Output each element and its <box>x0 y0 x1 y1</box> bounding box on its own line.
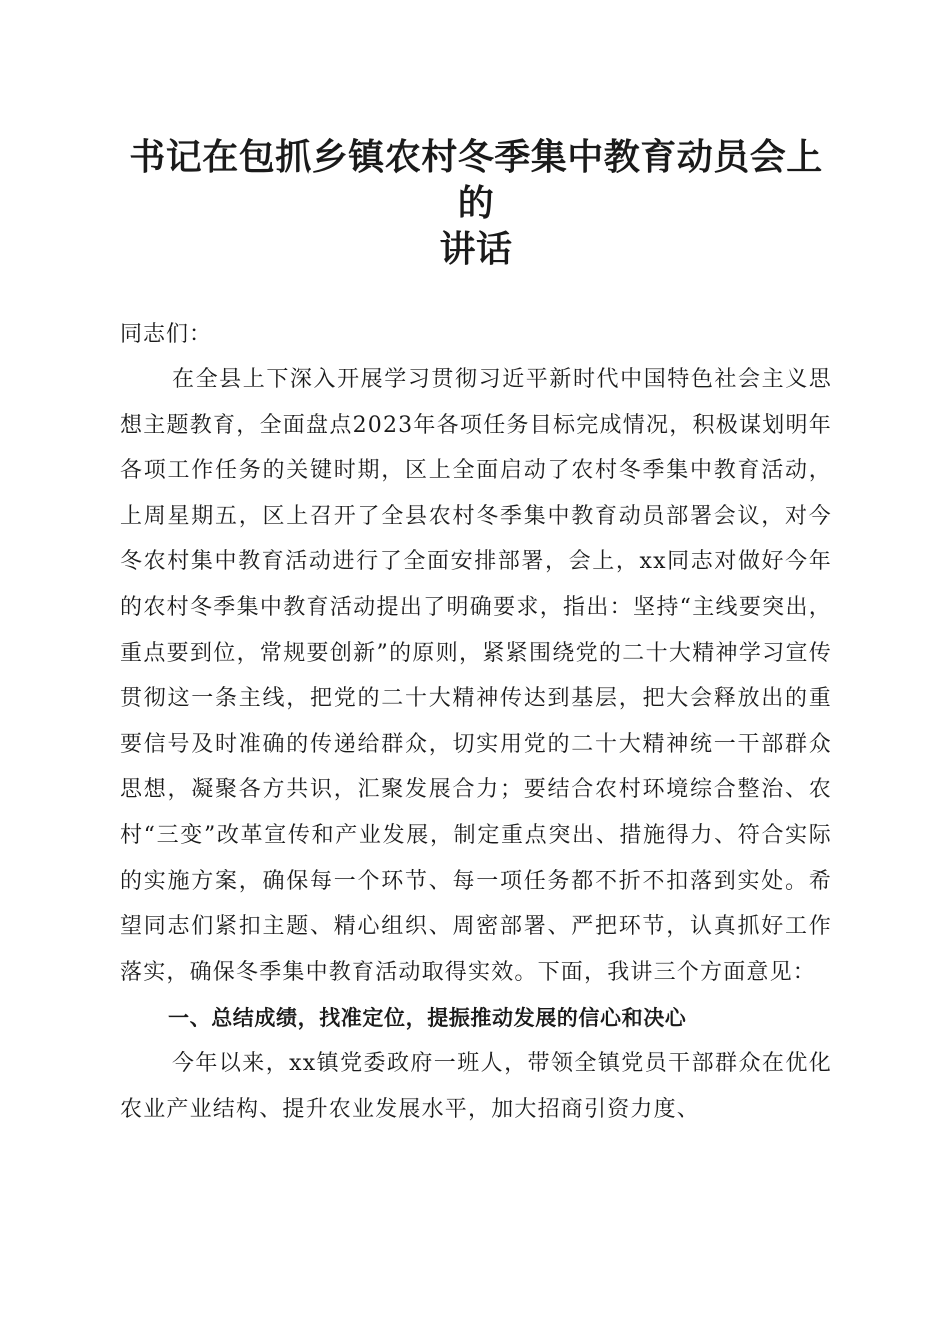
section-heading-1: 一、总结成绩，找准定位，提振推动发展的信心和决心 <box>168 1006 687 1031</box>
body-paragraph-1: 在全县上下深入开展学习贯彻习近平新时代中国特色社会主义思想主题教育，全面盘点2023年各项任务目标完成情况，积极谋划明年各项工作任务的关键时期，区上全面启动了农村冬季集中教育活动，上周星期五，区上召开了全县农村冬季集中教育动员部署会议，对今冬农村集中教育活动进行了全面安排部署，会上，xx同志对做好今年的农村冬季集中教育活动提出了明确要求，指出：坚持“主线要突出，重点要到位，常规要创新”的原则，紧紧围绕党的二十大精神学习宣传贯彻这一条主线，把党的二十大精神传达到基层，把大会释放出的重要信号及时准确的传递给群众，切实用党的二十大精神统一干部群众思想，凝聚各方共识，汇聚发展合力；要结合农村环境综合整治、农村“三变”改革宣传和产业发展，制定重点突出、措施得力、符合实际的实施方案，确保每一个环节、每一项任务都不折不扣落到实处。希望同志们紧扣主题、精心组织、周密部署、严把环节，认真抓好工作落实，确保冬季集中教育活动取得实效。下面，我讲三个方面意见： <box>120 367 832 985</box>
title-line-1: 书记在包抓乡镇农村冬季集中教育动员会上的 <box>129 136 823 224</box>
document-title <box>120 134 832 272</box>
salutation: 同志们： <box>120 322 213 347</box>
title-line-2: 讲话 <box>439 228 513 270</box>
body-paragraph-2: 今年以来，xx镇党委政府一班人，带领全镇党员干部群众在优化农业产业结构、提升农业发展水平，加大招商引资力度、 <box>120 1051 832 1122</box>
